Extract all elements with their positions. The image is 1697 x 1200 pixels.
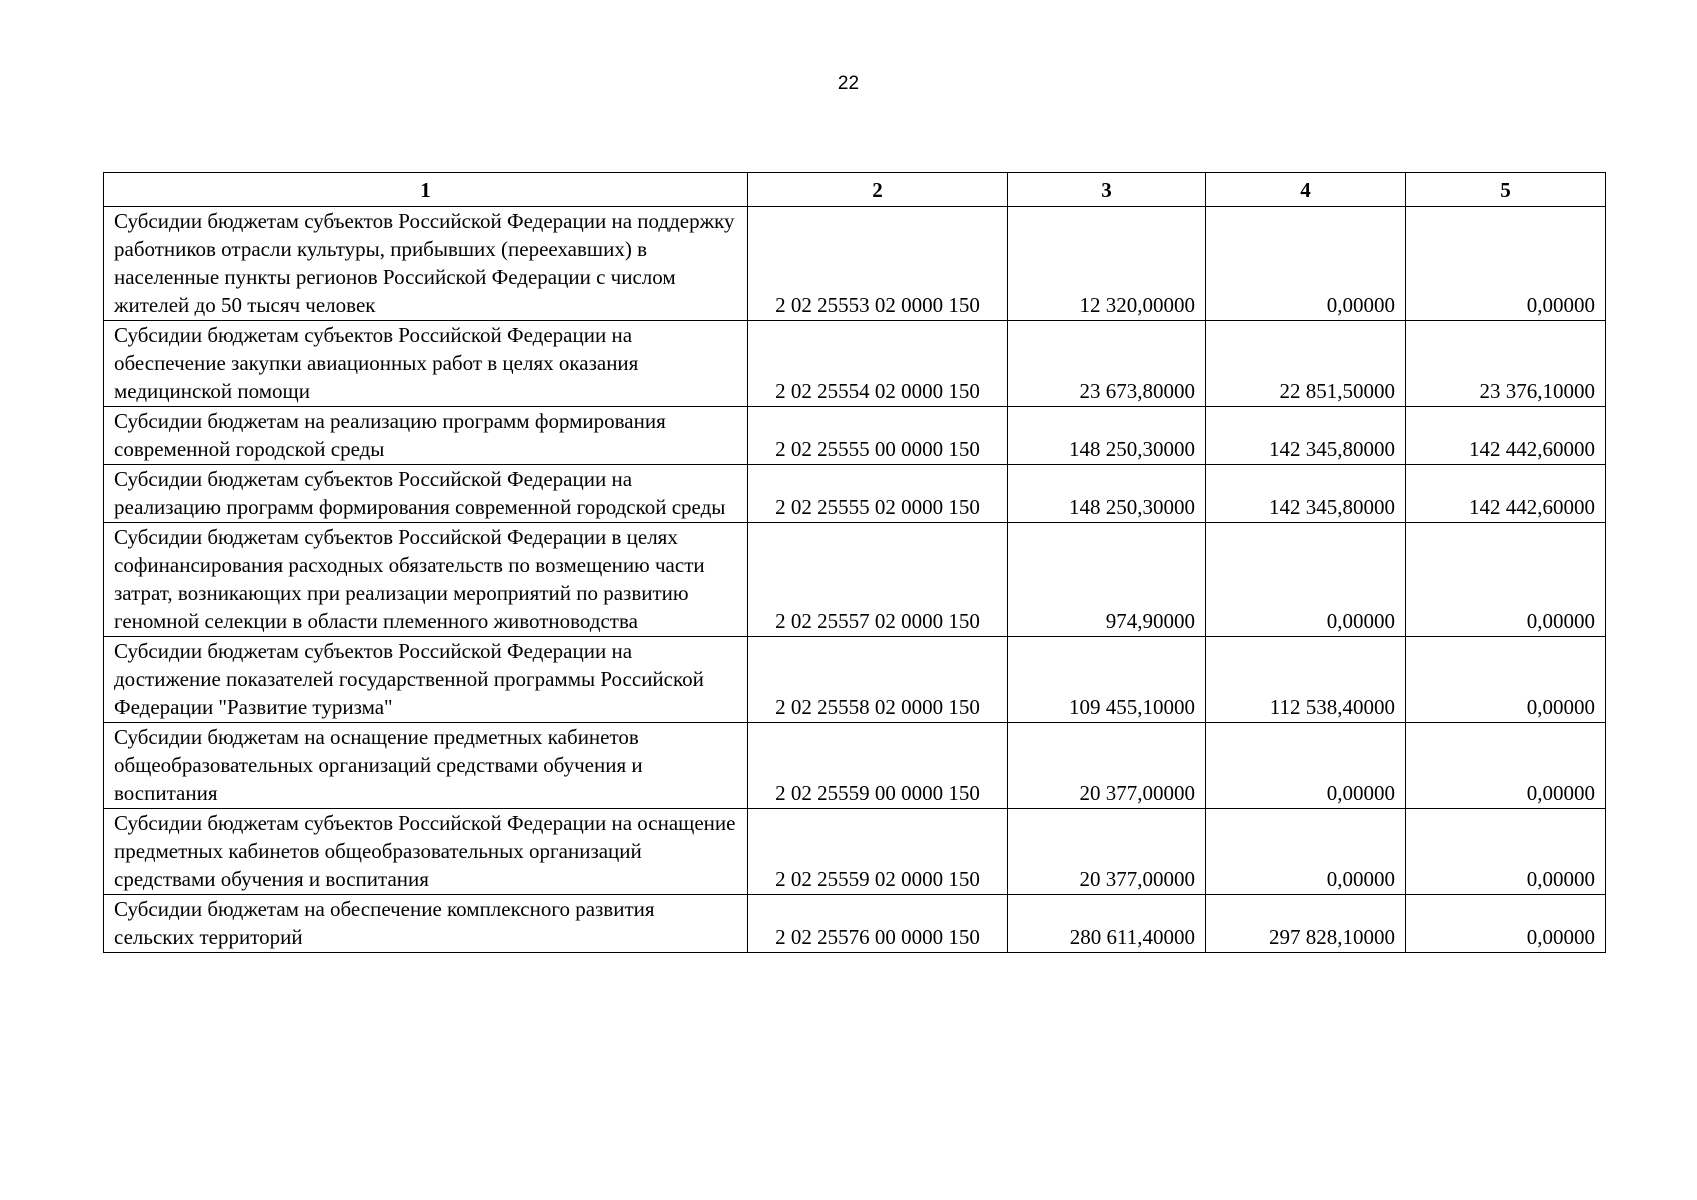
row-value-5: 0,00000 xyxy=(1406,895,1606,953)
row-value-4: 142 345,80000 xyxy=(1206,465,1406,523)
row-value-3: 20 377,00000 xyxy=(1008,809,1206,895)
row-code: 2 02 25559 00 0000 150 xyxy=(748,723,1008,809)
row-name: Субсидии бюджетам субъектов Российской Федерации на достижение показателей государственной программы Российской Федерации "Развитие туризма" xyxy=(104,637,748,723)
row-code: 2 02 25576 00 0000 150 xyxy=(748,895,1008,953)
row-value-4: 142 345,80000 xyxy=(1206,407,1406,465)
row-value-3: 974,90000 xyxy=(1008,523,1206,637)
row-value-5: 142 442,60000 xyxy=(1406,407,1606,465)
table-header xyxy=(104,173,1606,207)
row-value-4: 0,00000 xyxy=(1206,809,1406,895)
row-value-4: 0,00000 xyxy=(1206,723,1406,809)
row-value-5: 142 442,60000 xyxy=(1406,465,1606,523)
row-value-4: 22 851,50000 xyxy=(1206,321,1406,407)
row-value-3: 12 320,00000 xyxy=(1008,207,1206,321)
table-row xyxy=(104,407,1606,465)
header-col-4: 4 xyxy=(1206,173,1406,207)
row-name: Субсидии бюджетам субъектов Российской Федерации на оснащение предметных кабинетов общеобразовательных организаций средствами обучения и воспитания xyxy=(104,809,748,895)
row-name: Субсидии бюджетам на оснащение предметных кабинетов общеобразовательных организаций средствами обучения и воспитания xyxy=(104,723,748,809)
row-value-3: 280 611,40000 xyxy=(1008,895,1206,953)
row-code: 2 02 25555 00 0000 150 xyxy=(748,407,1008,465)
table-row xyxy=(104,465,1606,523)
table-row xyxy=(104,895,1606,953)
header-col-1: 1 xyxy=(104,173,748,207)
table-row xyxy=(104,723,1606,809)
table-row xyxy=(104,809,1606,895)
row-name: Субсидии бюджетам на обеспечение комплексного развития сельских территорий xyxy=(104,895,748,953)
table-row xyxy=(104,523,1606,637)
row-code: 2 02 25555 02 0000 150 xyxy=(748,465,1008,523)
row-value-4: 112 538,40000 xyxy=(1206,637,1406,723)
table-row xyxy=(104,321,1606,407)
row-code: 2 02 25554 02 0000 150 xyxy=(748,321,1008,407)
row-value-4: 0,00000 xyxy=(1206,207,1406,321)
row-value-5: 0,00000 xyxy=(1406,523,1606,637)
row-code: 2 02 25558 02 0000 150 xyxy=(748,637,1008,723)
row-name: Субсидии бюджетам субъектов Российской Федерации на обеспечение закупки авиационных работ в целях оказания медицинской помощи xyxy=(104,321,748,407)
row-name: Субсидии бюджетам на реализацию программ формирования современной городской среды xyxy=(104,407,748,465)
row-value-4: 0,00000 xyxy=(1206,523,1406,637)
row-value-3: 148 250,30000 xyxy=(1008,465,1206,523)
header-col-5: 5 xyxy=(1406,173,1606,207)
header-row xyxy=(104,173,1606,207)
page-number: 22 xyxy=(837,73,860,94)
table-body xyxy=(104,207,1606,953)
row-name: Субсидии бюджетам субъектов Российской Федерации на поддержку работников отрасли культуры, прибывших (переехавших) в населенные пункты регионов Российской Федерации с числом жителей до 50 тысяч человек xyxy=(104,207,748,321)
header-col-3: 3 xyxy=(1008,173,1206,207)
budget-table xyxy=(103,172,1606,953)
row-value-4: 297 828,10000 xyxy=(1206,895,1406,953)
row-name: Субсидии бюджетам субъектов Российской Федерации в целях софинансирования расходных обязательств по возмещению части затрат, возникающих при реализации мероприятий по развитию геномной селекции в области племенного животноводства xyxy=(104,523,748,637)
row-name: Субсидии бюджетам субъектов Российской Федерации на реализацию программ формирования современной городской среды xyxy=(104,465,748,523)
row-value-3: 148 250,30000 xyxy=(1008,407,1206,465)
row-value-5: 23 376,10000 xyxy=(1406,321,1606,407)
row-value-3: 109 455,10000 xyxy=(1008,637,1206,723)
table-row xyxy=(104,637,1606,723)
row-value-5: 0,00000 xyxy=(1406,723,1606,809)
row-value-3: 20 377,00000 xyxy=(1008,723,1206,809)
row-code: 2 02 25557 02 0000 150 xyxy=(748,523,1008,637)
row-value-5: 0,00000 xyxy=(1406,207,1606,321)
row-value-5: 0,00000 xyxy=(1406,809,1606,895)
row-code: 2 02 25553 02 0000 150 xyxy=(748,207,1008,321)
row-code: 2 02 25559 02 0000 150 xyxy=(748,809,1008,895)
row-value-5: 0,00000 xyxy=(1406,637,1606,723)
table-row xyxy=(104,207,1606,321)
row-value-3: 23 673,80000 xyxy=(1008,321,1206,407)
header-col-2: 2 xyxy=(748,173,1008,207)
